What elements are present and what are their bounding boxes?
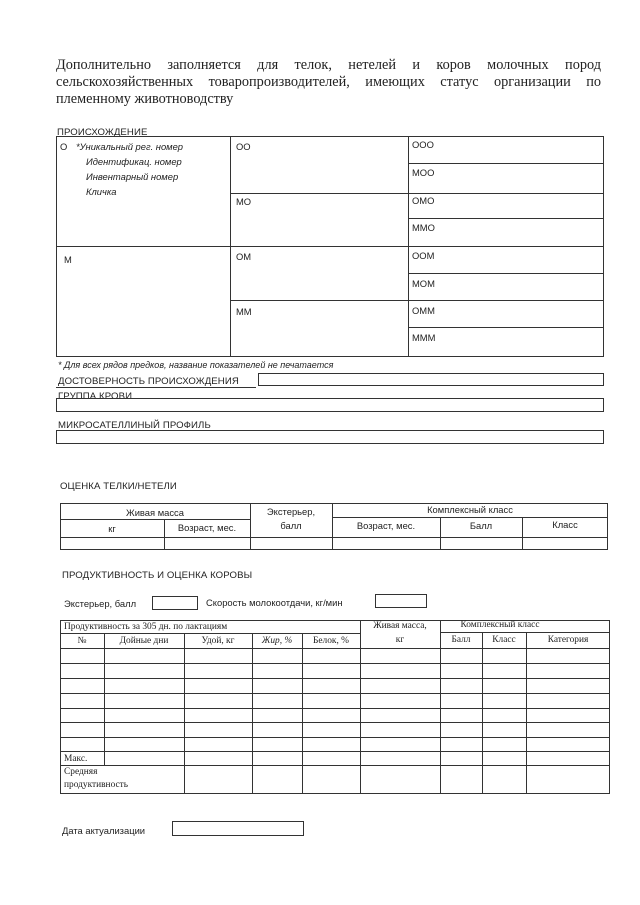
cow-exterior-label: Экстерьер, балл	[64, 598, 137, 609]
blood-group-label: ГРУППА КРОВИ	[58, 391, 133, 402]
subject-field-reg: *Уникальный рег. номер	[76, 141, 184, 152]
subject-field-name: Кличка	[86, 186, 117, 197]
subject-letter: О	[60, 141, 68, 152]
milking-speed-field[interactable]	[375, 594, 427, 608]
avg-row-label-1: Средняя	[64, 767, 98, 777]
update-date-label: Дата актуализации	[62, 825, 146, 836]
cow-heading: ПРОДУКТИВНОСТЬ И ОЦЕНКА КОРОВЫ	[62, 570, 253, 581]
heifer-exterior: Экстерьер,	[266, 506, 316, 517]
microsat-label: МИКРОСАТЕЛЛИНЫЙ ПРОФИЛЬ	[58, 420, 211, 431]
col-yield: Удой, кг	[201, 636, 235, 646]
gp-oom: ООМ	[412, 250, 435, 261]
intro-paragraph: Дополнительно заполняется для телок, нетелей и коров молочных пород сельскохозяйственных товаропроизводителей, имеющих статус организации по племенному животноводству	[56, 57, 601, 107]
col-category: Категория	[547, 635, 589, 645]
cow-exterior-field[interactable]	[152, 596, 198, 610]
max-row-label: Макс.	[64, 754, 88, 764]
avg-row-label-2: продуктивность	[64, 780, 129, 790]
gp-omm: ОММ	[412, 305, 435, 316]
parent-mo: МО	[236, 196, 252, 207]
mother-label: М	[64, 254, 72, 265]
parent-mm: ММ	[236, 306, 252, 317]
heifer-age2: Возраст, мес.	[356, 520, 416, 531]
origin-footnote: * Для всех рядов предков, название показателей не печатается	[58, 360, 334, 370]
cow-complex-class: Комплексный класс	[460, 620, 540, 630]
gp-mom: МОМ	[412, 278, 435, 289]
col-class: Класс	[492, 635, 516, 645]
update-date-field[interactable]	[172, 821, 304, 836]
subject-field-inv: Инвентарный номер	[86, 171, 179, 182]
heifer-kg: кг	[108, 523, 116, 534]
heifer-ball2: Балл	[469, 520, 493, 531]
gp-ooo: ООО	[412, 139, 434, 150]
origin-heading: ПРОИСХОЖДЕНИЕ	[57, 127, 148, 138]
gp-moo: МОО	[412, 167, 435, 178]
col-fat: Жир, %	[261, 636, 293, 646]
productivity-header: Продуктивность за 305 дн. по лактациям	[64, 622, 228, 632]
col-number: №	[77, 636, 87, 646]
milking-speed-label: Скорость молокоотдачи, кг/мин	[206, 597, 343, 608]
col-ball: Балл	[451, 635, 471, 645]
gp-mmm: МММ	[412, 332, 436, 343]
microsat-field[interactable]	[56, 430, 604, 444]
parent-om: ОМ	[236, 251, 252, 262]
heifer-class: Класс	[552, 519, 578, 530]
subject-field-ident: Идентификац. номер	[86, 156, 182, 167]
cow-live-weight: Живая масса,	[373, 621, 427, 631]
heifer-live-weight: Живая масса	[126, 507, 184, 518]
reliability-label: ДОСТОВЕРНОСТЬ ПРОИСХОЖДЕНИЯ	[58, 376, 239, 387]
gp-omo: ОМО	[412, 195, 435, 206]
col-protein: Белок, %	[313, 636, 349, 646]
heifer-heading: ОЦЕНКА ТЕЛКИ/НЕТЕЛИ	[60, 481, 177, 492]
heifer-ball: балл	[280, 520, 302, 531]
parent-oo: ОО	[236, 141, 251, 152]
gp-mmo: ММО	[412, 222, 435, 233]
heifer-age: Возраст, мес.	[177, 522, 237, 533]
heifer-complex-class: Комплексный класс	[427, 504, 513, 515]
cow-kg: кг	[395, 635, 405, 645]
col-milking-days: Дойные дни	[119, 636, 169, 646]
blood-group-field[interactable]	[56, 398, 604, 412]
reliability-field[interactable]	[258, 373, 604, 386]
